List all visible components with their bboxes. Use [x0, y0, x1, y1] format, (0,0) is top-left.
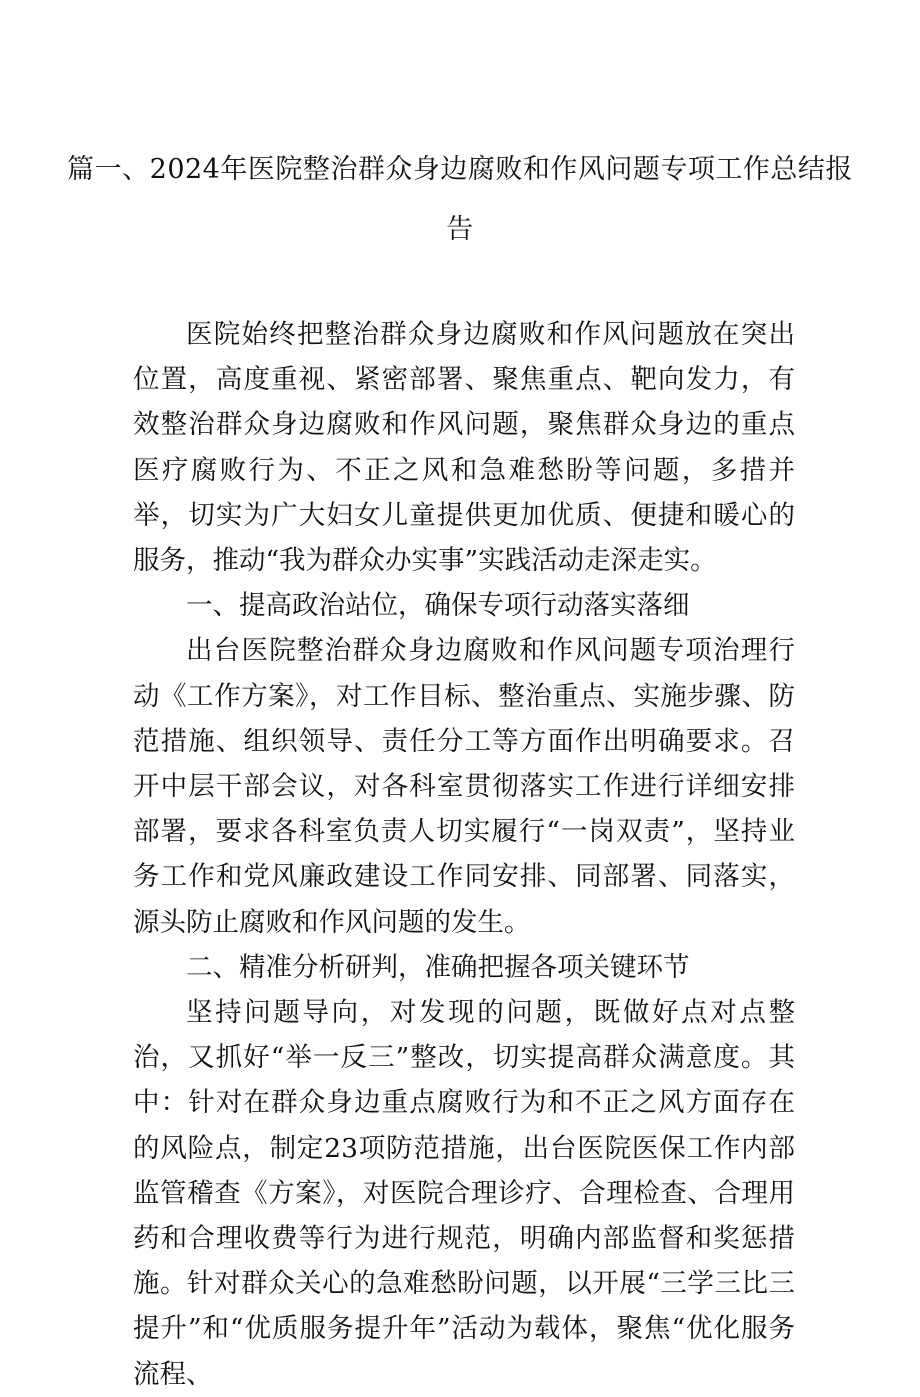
intro-paragraph: 医院始终把整治群众身边腐败和作风问题放在突出位置，高度重视、紧密部署、聚焦重点、靶向发力，有效整治群众身边腐败和作风问题，聚焦群众身边的重点医疗腐败行为、不正之风和急难愁盼等问题，多措并举，切实为广大妇女儿童提供更加优质、便捷和暖心的服务，推动“我为群众办实事”实践活动走深走实。: [133, 319, 795, 577]
document-body: [133, 312, 795, 1397]
section-heading-2: 二、精准分析研判，准确把握各项关键环节: [186, 951, 690, 983]
section-1-paragraph: 出台医院整治群众身边腐败和作风问题专项治理行动《工作方案》，对工作目标、整治重点、实施步骤、防范措施、组织领导、责任分工等方面作出明确要求。召开中层干部会议，对各科室贯彻落实工作进行详细安排部署，要求各科室负责人切实履行“一岗双责”，坚持业务工作和党风廉政建设工作同安排、同部署、同落实，源头防止腐败和作风问题的发生。: [133, 635, 795, 938]
document-title-line-1: 篇一、2024年医院整治群众身边腐败和作风问题专项工作总结报: [67, 154, 853, 185]
document-title-line-2: 告: [446, 214, 474, 245]
section-heading-1: 一、提高政治站位，确保专项行动落实落细: [186, 590, 690, 622]
section-2-paragraph: 坚持问题导向，对发现的问题，既做好点对点整治，又抓好“举一反三”整改，切实提高群众满意度。其中：针对在群众身边重点腐败行为和不正之风方面存在的风险点，制定23项防范措施，出台医院医保工作内部监管稽查《方案》，对医院合理诊疗、合理检查、合理用药和合理收费等行为进行规范，明确内部监督和奖惩措施。针对群众关心的急难愁盼问题，以开展“三学三比三提升”和“优质服务提升年”活动为载体，聚焦“优化服务流程、: [133, 997, 795, 1390]
